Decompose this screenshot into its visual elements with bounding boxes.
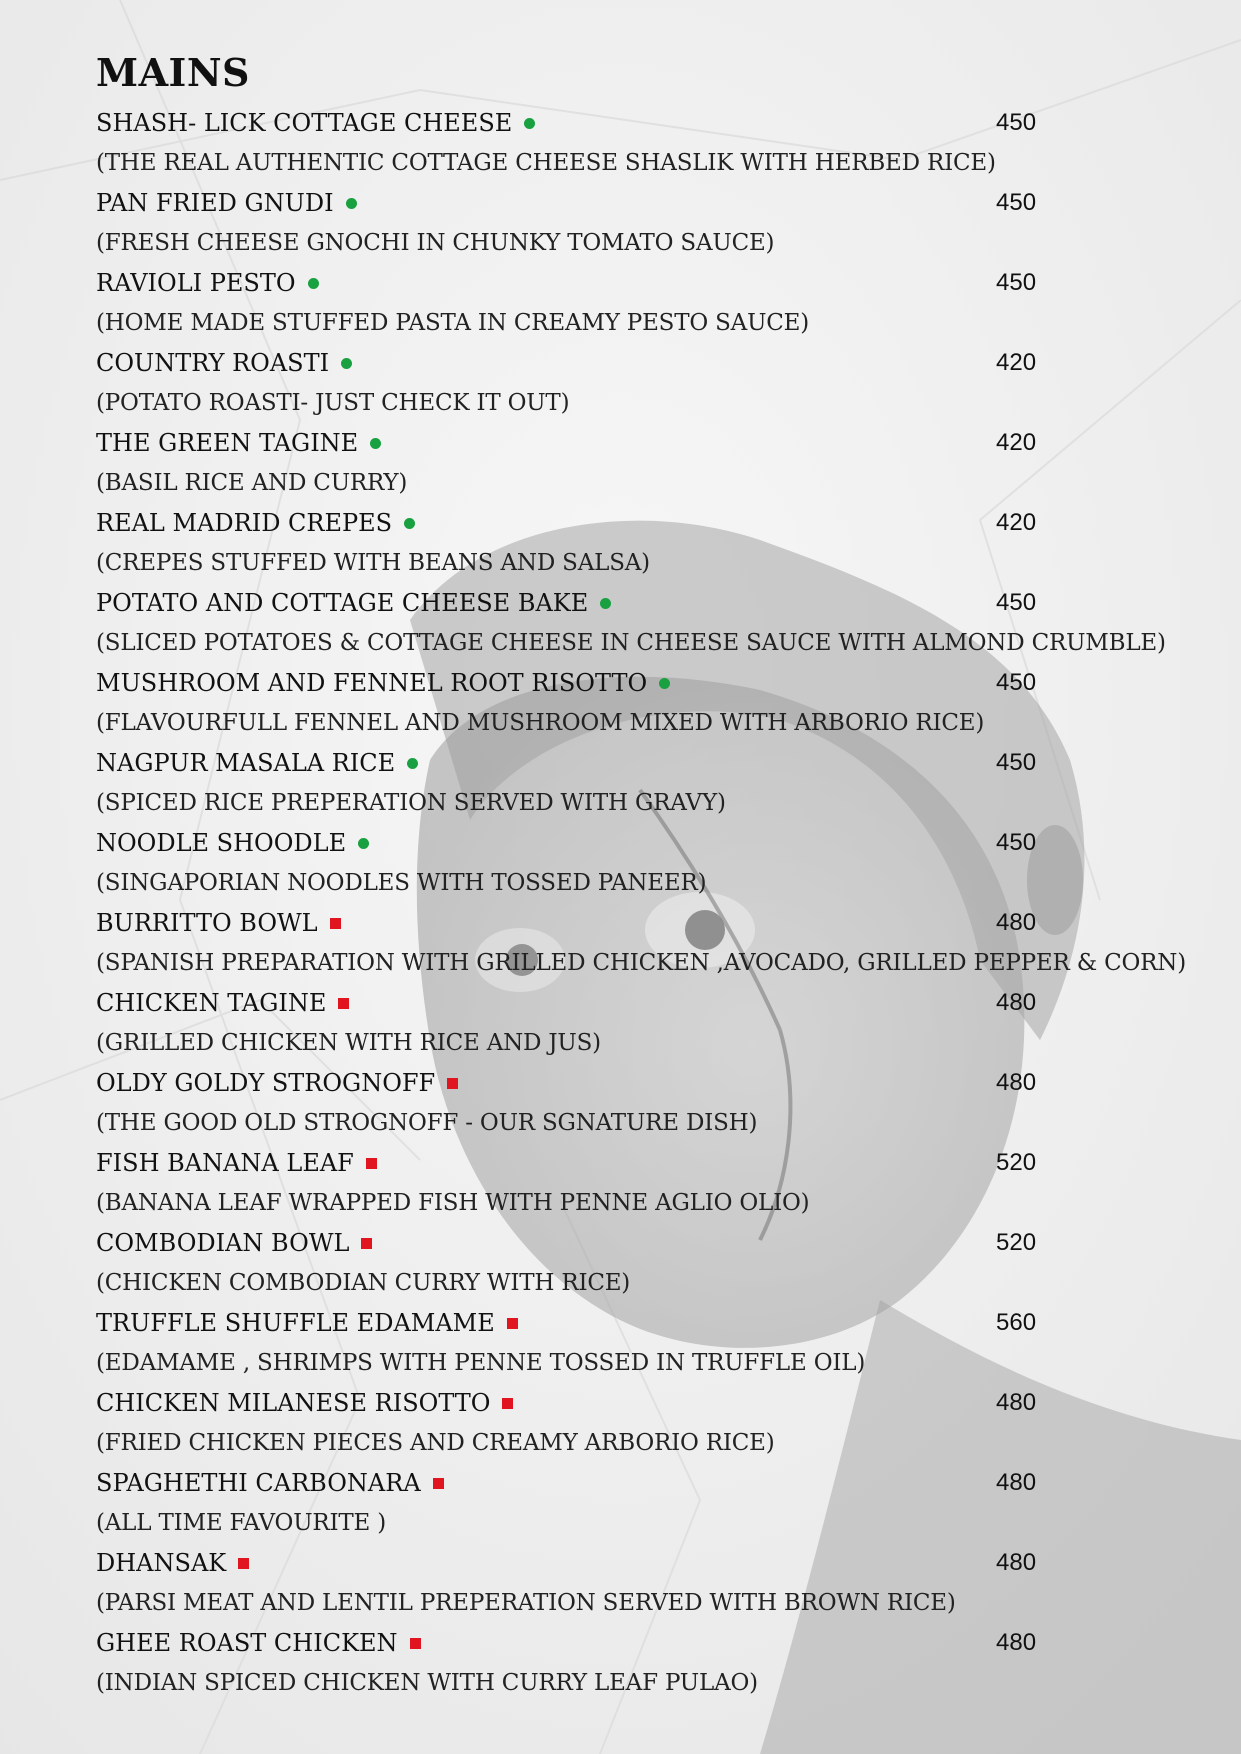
item-price: 450 [996,189,1037,216]
menu-item [96,1303,1196,1383]
item-name: RAVIOLI PESTO [96,269,296,297]
item-price: 520 [996,1149,1037,1176]
item-description: (GRILLED CHICKEN WITH RICE AND JUS) [96,1030,601,1056]
item-name: FISH BANANA LEAF [96,1149,354,1177]
item-price: 450 [996,829,1037,856]
item-name: OLDY GOLDY STROGNOFF [96,1069,436,1097]
veg-marker-icon [404,518,415,529]
nonveg-marker-icon [238,1558,249,1569]
item-price: 450 [996,589,1037,616]
menu-item [96,103,1196,183]
nonveg-marker-icon [338,998,349,1009]
item-description: (THE GOOD OLD STROGNOFF - OUR SGNATURE DISH) [96,1110,758,1136]
item-price: 450 [996,669,1037,696]
nonveg-marker-icon [366,1158,377,1169]
item-description: (BASIL RICE AND CURRY) [96,470,408,496]
menu-item [96,503,1196,583]
item-name: PAN FRIED GNUDI [96,189,334,217]
veg-marker-icon [659,678,670,689]
item-price: 480 [996,1389,1037,1416]
menu-item [96,423,1196,503]
menu-item [96,1463,1196,1543]
item-price: 480 [996,989,1037,1016]
item-price: 480 [996,1469,1037,1496]
veg-marker-icon [407,758,418,769]
item-description: (FLAVOURFULL FENNEL AND MUSHROOM MIXED WITH ARBORIO RICE) [96,710,985,736]
veg-marker-icon [308,278,319,289]
item-price: 520 [996,1229,1037,1256]
item-price: 450 [996,269,1037,296]
menu-page [96,0,1196,1754]
item-name: REAL MADRID CREPES [96,509,393,537]
item-price: 480 [996,909,1037,936]
veg-marker-icon [346,198,357,209]
item-description: (SPANISH PREPARATION WITH GRILLED CHICKEN ,AVOCADO, GRILLED PEPPER & CORN) [96,950,1186,976]
item-price: 450 [996,109,1037,136]
item-name: THE GREEN TAGINE [96,429,359,457]
veg-marker-icon [358,838,369,849]
menu-item [96,1223,1196,1303]
veg-marker-icon [370,438,381,449]
item-price: 480 [996,1549,1037,1576]
nonveg-marker-icon [447,1078,458,1089]
item-description: (CREPES STUFFED WITH BEANS AND SALSA) [96,550,650,576]
item-name: POTATO AND COTTAGE CHEESE BAKE [96,589,589,617]
menu-item [96,903,1196,983]
item-description: (FRESH CHEESE GNOCHI IN CHUNKY TOMATO SAUCE) [96,230,775,256]
menu-item [96,663,1196,743]
nonveg-marker-icon [433,1478,444,1489]
nonveg-marker-icon [502,1398,513,1409]
item-name: CHICKEN TAGINE [96,989,327,1017]
item-name: DHANSAK [96,1549,227,1577]
veg-marker-icon [600,598,611,609]
item-description: (PARSI MEAT AND LENTIL PREPERATION SERVED WITH BROWN RICE) [96,1590,956,1616]
item-price: 420 [996,349,1037,376]
menu-item [96,1383,1196,1463]
item-name: GHEE ROAST CHICKEN [96,1629,398,1657]
nonveg-marker-icon [361,1238,372,1249]
menu-item [96,1143,1196,1223]
nonveg-marker-icon [507,1318,518,1329]
item-description: (BANANA LEAF WRAPPED FISH WITH PENNE AGLIO OLIO) [96,1190,810,1216]
item-price: 420 [996,509,1037,536]
menu-item [96,343,1196,423]
menu-item [96,743,1196,823]
nonveg-marker-icon [410,1638,421,1649]
menu-item [96,183,1196,263]
item-description: (SLICED POTATOES & COTTAGE CHEESE IN CHEESE SAUCE WITH ALMOND CRUMBLE) [96,630,1166,656]
item-description: (ALL TIME FAVOURITE ) [96,1510,387,1536]
menu-item [96,823,1196,903]
item-description: (POTATO ROASTI- JUST CHECK IT OUT) [96,390,570,416]
menu-item [96,1623,1196,1703]
item-name: TRUFFLE SHUFFLE EDAMAME [96,1309,495,1337]
nonveg-marker-icon [330,918,341,929]
item-name: COUNTRY ROASTI [96,349,330,377]
menu-item [96,583,1196,663]
item-description: (INDIAN SPICED CHICKEN WITH CURRY LEAF PULAO) [96,1670,758,1696]
item-name: NAGPUR MASALA RICE [96,749,396,777]
veg-marker-icon [524,118,535,129]
item-description: (EDAMAME , SHRIMPS WITH PENNE TOSSED IN TRUFFLE OIL) [96,1350,866,1376]
item-price: 450 [996,749,1037,776]
menu-item [96,263,1196,343]
menu-item [96,983,1196,1063]
item-description: (FRIED CHICKEN PIECES AND CREAMY ARBORIO RICE) [96,1430,775,1456]
item-price: 480 [996,1069,1037,1096]
item-name: COMBODIAN BOWL [96,1229,350,1257]
item-description: (THE REAL AUTHENTIC COTTAGE CHEESE SHASLIK WITH HERBED RICE) [96,150,996,176]
item-name: SHASH- LICK COTTAGE CHEESE [96,109,513,137]
item-name: MUSHROOM AND FENNEL ROOT RISOTTO [96,669,648,697]
item-description: (SINGAPORIAN NOODLES WITH TOSSED PANEER) [96,870,707,896]
item-description: (SPICED RICE PREPERATION SERVED WITH GRAVY) [96,790,726,816]
item-price: 480 [996,1629,1037,1656]
menu-item [96,1063,1196,1143]
item-price: 420 [996,429,1037,456]
section-title: MAINS [96,50,250,95]
veg-marker-icon [341,358,352,369]
menu-item [96,1543,1196,1623]
item-price: 560 [996,1309,1037,1336]
item-description: (CHICKEN COMBODIAN CURRY WITH RICE) [96,1270,631,1296]
item-name: NOODLE SHOODLE [96,829,347,857]
item-description: (HOME MADE STUFFED PASTA IN CREAMY PESTO SAUCE) [96,310,810,336]
item-name: SPAGHETHI CARBONARA [96,1469,421,1497]
item-name: CHICKEN MILANESE RISOTTO [96,1389,491,1417]
item-name: BURRITTO BOWL [96,909,318,937]
